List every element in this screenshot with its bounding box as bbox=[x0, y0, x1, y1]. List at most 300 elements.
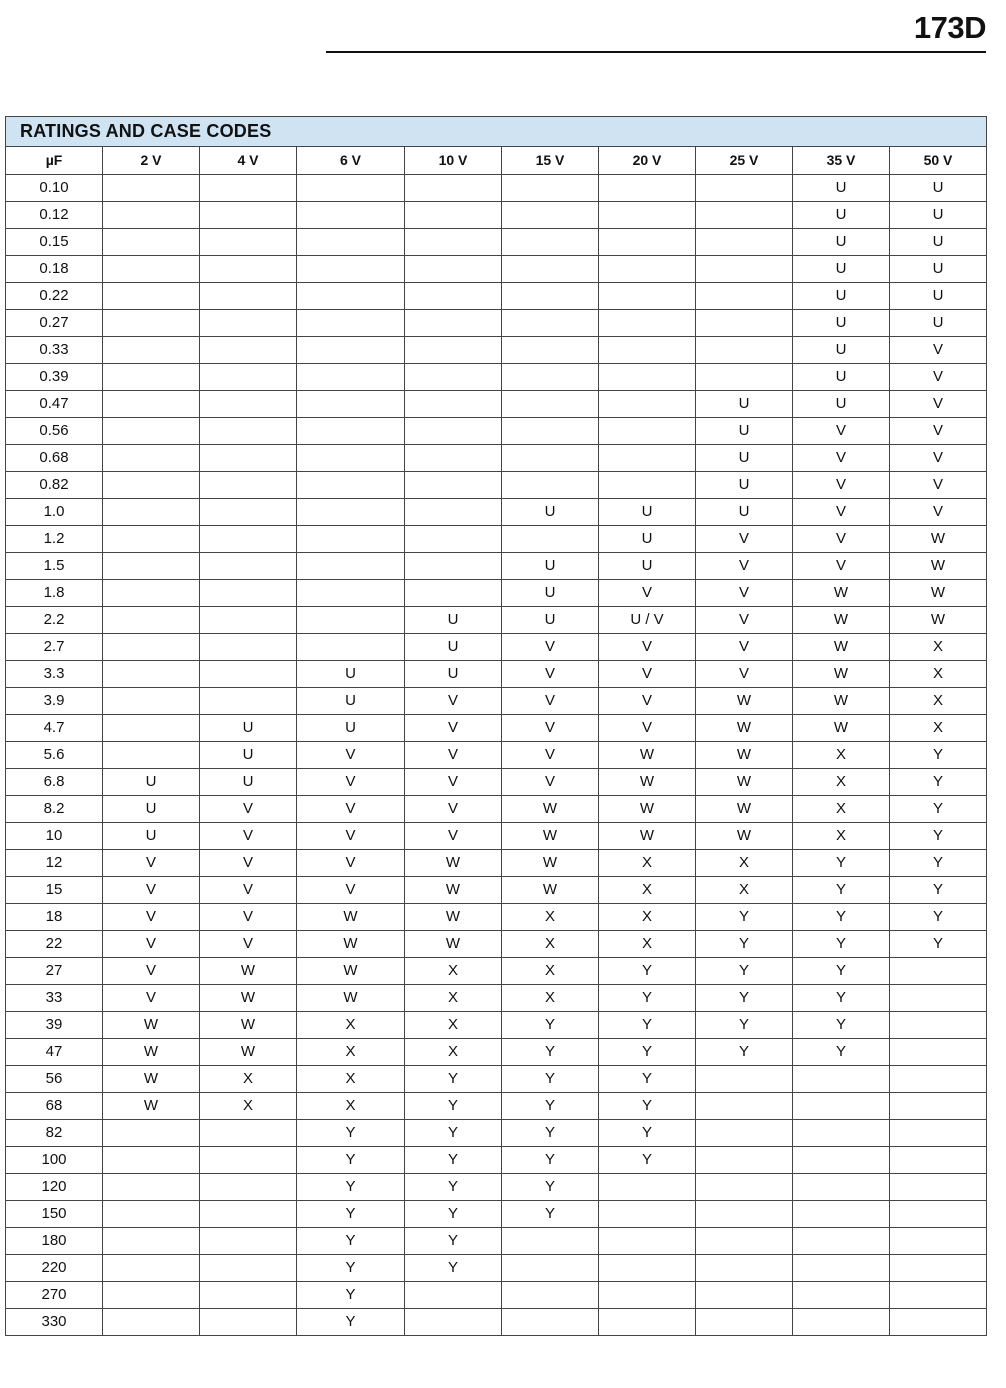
table-row bbox=[6, 553, 987, 580]
case-code-cell bbox=[599, 283, 696, 310]
case-code-cell: V bbox=[103, 985, 200, 1012]
case-code-cell: Y bbox=[890, 742, 987, 769]
case-code-cell bbox=[103, 418, 200, 445]
case-code-cell: X bbox=[405, 985, 502, 1012]
case-code-cell: V bbox=[599, 634, 696, 661]
column-header: 50 V bbox=[890, 147, 987, 175]
case-code-cell: U bbox=[502, 553, 599, 580]
table-row bbox=[6, 688, 987, 715]
capacitance-cell: 12 bbox=[6, 850, 103, 877]
case-code-cell: U bbox=[405, 661, 502, 688]
case-code-cell: W bbox=[297, 958, 405, 985]
case-code-cell: U / V bbox=[599, 607, 696, 634]
case-code-cell bbox=[696, 1201, 793, 1228]
case-code-cell: Y bbox=[599, 1039, 696, 1066]
case-code-cell bbox=[890, 958, 987, 985]
case-code-cell bbox=[200, 445, 297, 472]
column-header: 20 V bbox=[599, 147, 696, 175]
case-code-cell: Y bbox=[405, 1120, 502, 1147]
case-code-cell: V bbox=[297, 769, 405, 796]
column-header-row bbox=[6, 147, 987, 175]
case-code-cell: Y bbox=[696, 958, 793, 985]
case-code-cell: V bbox=[297, 877, 405, 904]
capacitance-cell: 2.7 bbox=[6, 634, 103, 661]
table-row bbox=[6, 877, 987, 904]
case-code-cell bbox=[599, 229, 696, 256]
case-code-cell: Y bbox=[297, 1147, 405, 1174]
case-code-cell bbox=[103, 202, 200, 229]
case-code-cell: W bbox=[103, 1066, 200, 1093]
case-code-cell bbox=[200, 472, 297, 499]
capacitance-cell: 330 bbox=[6, 1309, 103, 1336]
table-row bbox=[6, 283, 987, 310]
case-code-cell: Y bbox=[297, 1201, 405, 1228]
table-row bbox=[6, 1282, 987, 1309]
table-row bbox=[6, 769, 987, 796]
case-code-cell: W bbox=[200, 985, 297, 1012]
case-code-cell: V bbox=[103, 904, 200, 931]
case-code-cell: W bbox=[502, 796, 599, 823]
table-row bbox=[6, 607, 987, 634]
case-code-cell: V bbox=[793, 553, 890, 580]
case-code-cell bbox=[696, 175, 793, 202]
case-code-cell: V bbox=[200, 796, 297, 823]
case-code-cell: X bbox=[297, 1012, 405, 1039]
case-code-cell: V bbox=[502, 742, 599, 769]
case-code-cell: Y bbox=[502, 1174, 599, 1201]
case-code-cell: U bbox=[696, 418, 793, 445]
case-code-cell: V bbox=[599, 688, 696, 715]
case-code-cell bbox=[405, 526, 502, 553]
capacitance-cell: 68 bbox=[6, 1093, 103, 1120]
case-code-cell: X bbox=[502, 931, 599, 958]
case-code-cell bbox=[696, 1255, 793, 1282]
table-row bbox=[6, 472, 987, 499]
case-code-cell: Y bbox=[405, 1255, 502, 1282]
case-code-cell: V bbox=[696, 553, 793, 580]
case-code-cell bbox=[502, 364, 599, 391]
case-code-cell bbox=[103, 1228, 200, 1255]
case-code-cell bbox=[890, 1201, 987, 1228]
case-code-cell: U bbox=[890, 256, 987, 283]
case-code-cell bbox=[599, 364, 696, 391]
case-code-cell: X bbox=[599, 904, 696, 931]
case-code-cell: X bbox=[405, 1012, 502, 1039]
case-code-cell bbox=[405, 445, 502, 472]
case-code-cell bbox=[200, 499, 297, 526]
case-code-cell: Y bbox=[405, 1228, 502, 1255]
case-code-cell bbox=[793, 1228, 890, 1255]
case-code-cell bbox=[405, 391, 502, 418]
table-row bbox=[6, 985, 987, 1012]
case-code-cell bbox=[103, 526, 200, 553]
case-code-cell bbox=[200, 391, 297, 418]
case-code-cell: V bbox=[405, 742, 502, 769]
case-code-cell: U bbox=[696, 445, 793, 472]
case-code-cell bbox=[297, 391, 405, 418]
case-code-cell: Y bbox=[297, 1309, 405, 1336]
case-code-cell: X bbox=[502, 958, 599, 985]
case-code-cell bbox=[103, 742, 200, 769]
case-code-cell bbox=[103, 175, 200, 202]
case-code-cell: V bbox=[405, 715, 502, 742]
case-code-cell: X bbox=[502, 904, 599, 931]
capacitance-cell: 220 bbox=[6, 1255, 103, 1282]
case-code-cell: V bbox=[502, 661, 599, 688]
table-row bbox=[6, 391, 987, 418]
table-row bbox=[6, 1120, 987, 1147]
case-code-cell: V bbox=[696, 607, 793, 634]
case-code-cell: W bbox=[405, 850, 502, 877]
case-code-cell: V bbox=[297, 823, 405, 850]
case-code-cell: Y bbox=[405, 1147, 502, 1174]
case-code-cell: U bbox=[890, 283, 987, 310]
capacitance-cell: 0.27 bbox=[6, 310, 103, 337]
capacitance-cell: 100 bbox=[6, 1147, 103, 1174]
case-code-cell bbox=[793, 1201, 890, 1228]
case-code-cell: W bbox=[599, 823, 696, 850]
table-row bbox=[6, 1309, 987, 1336]
case-code-cell bbox=[502, 391, 599, 418]
case-code-cell: V bbox=[696, 634, 793, 661]
capacitance-cell: 5.6 bbox=[6, 742, 103, 769]
case-code-cell: V bbox=[793, 499, 890, 526]
capacitance-cell: 0.22 bbox=[6, 283, 103, 310]
case-code-cell bbox=[502, 1309, 599, 1336]
case-code-cell bbox=[297, 526, 405, 553]
capacitance-cell: 8.2 bbox=[6, 796, 103, 823]
case-code-cell bbox=[200, 175, 297, 202]
case-code-cell: W bbox=[502, 850, 599, 877]
column-header: 10 V bbox=[405, 147, 502, 175]
case-code-cell bbox=[405, 229, 502, 256]
case-code-cell: U bbox=[200, 742, 297, 769]
case-code-cell: Y bbox=[405, 1066, 502, 1093]
case-code-cell bbox=[502, 337, 599, 364]
case-code-cell: X bbox=[599, 850, 696, 877]
case-code-cell bbox=[103, 634, 200, 661]
case-code-cell: X bbox=[297, 1066, 405, 1093]
case-code-cell: U bbox=[405, 607, 502, 634]
case-code-cell: U bbox=[103, 769, 200, 796]
case-code-cell bbox=[103, 364, 200, 391]
case-code-cell: U bbox=[793, 175, 890, 202]
case-code-cell: W bbox=[405, 877, 502, 904]
case-code-cell: Y bbox=[890, 931, 987, 958]
case-code-cell: W bbox=[793, 580, 890, 607]
case-code-cell bbox=[103, 580, 200, 607]
case-code-cell: U bbox=[103, 823, 200, 850]
case-code-cell: X bbox=[200, 1066, 297, 1093]
case-code-cell: X bbox=[405, 1039, 502, 1066]
case-code-cell bbox=[200, 1309, 297, 1336]
case-code-cell: Y bbox=[405, 1093, 502, 1120]
case-code-cell: W bbox=[696, 823, 793, 850]
case-code-cell: U bbox=[890, 229, 987, 256]
capacitance-cell: 15 bbox=[6, 877, 103, 904]
case-code-cell: U bbox=[793, 391, 890, 418]
case-code-cell: W bbox=[103, 1012, 200, 1039]
case-code-cell: V bbox=[696, 661, 793, 688]
case-code-cell bbox=[599, 1255, 696, 1282]
case-code-cell bbox=[890, 1174, 987, 1201]
case-code-cell: X bbox=[890, 715, 987, 742]
column-header: 15 V bbox=[502, 147, 599, 175]
case-code-cell bbox=[405, 418, 502, 445]
case-code-cell bbox=[599, 175, 696, 202]
case-code-cell: U bbox=[405, 634, 502, 661]
case-code-cell bbox=[599, 472, 696, 499]
case-code-cell bbox=[200, 418, 297, 445]
capacitance-cell: 82 bbox=[6, 1120, 103, 1147]
table-row bbox=[6, 634, 987, 661]
case-code-cell: V bbox=[696, 526, 793, 553]
case-code-cell: W bbox=[502, 823, 599, 850]
case-code-cell: Y bbox=[793, 931, 890, 958]
case-code-cell bbox=[103, 715, 200, 742]
case-code-cell bbox=[890, 1012, 987, 1039]
capacitance-cell: 27 bbox=[6, 958, 103, 985]
case-code-cell: Y bbox=[793, 1039, 890, 1066]
case-code-cell bbox=[696, 364, 793, 391]
case-code-cell bbox=[200, 1282, 297, 1309]
case-code-cell: Y bbox=[890, 769, 987, 796]
case-code-cell bbox=[890, 1120, 987, 1147]
case-code-cell bbox=[297, 202, 405, 229]
case-code-cell bbox=[103, 310, 200, 337]
case-code-cell: U bbox=[103, 796, 200, 823]
capacitance-cell: 0.47 bbox=[6, 391, 103, 418]
table-row bbox=[6, 229, 987, 256]
capacitance-cell: 1.0 bbox=[6, 499, 103, 526]
case-code-cell: V bbox=[890, 418, 987, 445]
case-code-cell: X bbox=[890, 688, 987, 715]
case-code-cell bbox=[103, 607, 200, 634]
case-code-cell bbox=[405, 580, 502, 607]
table-row bbox=[6, 364, 987, 391]
case-code-cell bbox=[696, 1147, 793, 1174]
case-code-cell: W bbox=[297, 904, 405, 931]
case-code-cell bbox=[297, 634, 405, 661]
case-code-cell bbox=[297, 418, 405, 445]
case-code-cell: Y bbox=[502, 1120, 599, 1147]
case-code-cell: Y bbox=[793, 985, 890, 1012]
table-row bbox=[6, 823, 987, 850]
capacitance-cell: 0.39 bbox=[6, 364, 103, 391]
case-code-cell: W bbox=[103, 1093, 200, 1120]
column-header: µF bbox=[6, 147, 103, 175]
case-code-cell bbox=[200, 580, 297, 607]
case-code-cell: U bbox=[599, 526, 696, 553]
case-code-cell: X bbox=[890, 661, 987, 688]
case-code-cell bbox=[103, 283, 200, 310]
case-code-cell bbox=[200, 283, 297, 310]
case-code-cell bbox=[502, 526, 599, 553]
case-code-cell bbox=[696, 1174, 793, 1201]
case-code-cell: V bbox=[502, 715, 599, 742]
case-code-cell bbox=[297, 472, 405, 499]
case-code-cell bbox=[103, 391, 200, 418]
case-code-cell bbox=[297, 175, 405, 202]
table-row bbox=[6, 337, 987, 364]
case-code-cell: U bbox=[297, 688, 405, 715]
capacitance-cell: 0.56 bbox=[6, 418, 103, 445]
case-code-cell bbox=[405, 283, 502, 310]
case-code-cell: U bbox=[890, 310, 987, 337]
document-code: 173D bbox=[913, 10, 986, 45]
case-code-cell: X bbox=[696, 850, 793, 877]
case-code-cell bbox=[890, 1255, 987, 1282]
column-header: 2 V bbox=[103, 147, 200, 175]
case-code-cell: U bbox=[793, 337, 890, 364]
case-code-cell: V bbox=[599, 661, 696, 688]
case-code-cell: V bbox=[103, 877, 200, 904]
case-code-cell: Y bbox=[599, 1012, 696, 1039]
case-code-cell: W bbox=[696, 796, 793, 823]
case-code-cell bbox=[793, 1147, 890, 1174]
case-code-cell bbox=[200, 256, 297, 283]
table-row bbox=[6, 175, 987, 202]
case-code-cell: Y bbox=[502, 1066, 599, 1093]
case-code-cell bbox=[405, 337, 502, 364]
case-code-cell bbox=[405, 1309, 502, 1336]
table-row bbox=[6, 526, 987, 553]
case-code-cell: Y bbox=[890, 823, 987, 850]
capacitance-cell: 270 bbox=[6, 1282, 103, 1309]
capacitance-cell: 18 bbox=[6, 904, 103, 931]
case-code-cell bbox=[200, 634, 297, 661]
case-code-cell: V bbox=[297, 850, 405, 877]
case-code-cell bbox=[696, 1282, 793, 1309]
case-code-cell: Y bbox=[599, 1120, 696, 1147]
table-row bbox=[6, 715, 987, 742]
case-code-cell: U bbox=[200, 715, 297, 742]
capacitance-cell: 47 bbox=[6, 1039, 103, 1066]
case-code-cell bbox=[103, 1282, 200, 1309]
table-row bbox=[6, 796, 987, 823]
table-row bbox=[6, 1201, 987, 1228]
table-row bbox=[6, 1039, 987, 1066]
capacitance-cell: 0.15 bbox=[6, 229, 103, 256]
case-code-cell bbox=[890, 1039, 987, 1066]
capacitance-cell: 0.68 bbox=[6, 445, 103, 472]
case-code-cell: U bbox=[890, 175, 987, 202]
case-code-cell: Y bbox=[502, 1201, 599, 1228]
capacitance-cell: 39 bbox=[6, 1012, 103, 1039]
table-body bbox=[6, 175, 987, 1336]
case-code-cell bbox=[502, 1255, 599, 1282]
case-code-cell bbox=[599, 1309, 696, 1336]
case-code-cell: W bbox=[696, 688, 793, 715]
case-code-cell bbox=[103, 472, 200, 499]
case-code-cell bbox=[793, 1066, 890, 1093]
case-code-cell bbox=[599, 310, 696, 337]
case-code-cell bbox=[890, 1228, 987, 1255]
case-code-cell: U bbox=[793, 229, 890, 256]
case-code-cell bbox=[103, 553, 200, 580]
case-code-cell: V bbox=[405, 796, 502, 823]
case-code-cell: V bbox=[502, 634, 599, 661]
case-code-cell: Y bbox=[793, 1012, 890, 1039]
case-code-cell: Y bbox=[599, 1147, 696, 1174]
case-code-cell bbox=[890, 1282, 987, 1309]
case-code-cell: Y bbox=[405, 1201, 502, 1228]
case-code-cell: U bbox=[890, 202, 987, 229]
case-code-cell bbox=[502, 1282, 599, 1309]
case-code-cell: Y bbox=[890, 850, 987, 877]
case-code-cell: W bbox=[793, 661, 890, 688]
case-code-cell: U bbox=[793, 202, 890, 229]
table-row bbox=[6, 499, 987, 526]
capacitance-cell: 3.3 bbox=[6, 661, 103, 688]
case-code-cell bbox=[200, 1120, 297, 1147]
case-code-cell bbox=[502, 418, 599, 445]
case-code-cell: X bbox=[793, 823, 890, 850]
case-code-cell: Y bbox=[405, 1174, 502, 1201]
case-code-cell: Y bbox=[696, 985, 793, 1012]
table-row bbox=[6, 850, 987, 877]
table-row bbox=[6, 1066, 987, 1093]
case-code-cell: V bbox=[793, 472, 890, 499]
case-code-cell bbox=[793, 1309, 890, 1336]
capacitance-cell: 0.33 bbox=[6, 337, 103, 364]
case-code-cell bbox=[696, 283, 793, 310]
case-code-cell bbox=[103, 499, 200, 526]
case-code-cell bbox=[103, 661, 200, 688]
case-code-cell bbox=[890, 1066, 987, 1093]
case-code-cell bbox=[696, 202, 793, 229]
case-code-cell: W bbox=[793, 688, 890, 715]
case-code-cell bbox=[200, 202, 297, 229]
case-code-cell bbox=[297, 445, 405, 472]
case-code-cell: X bbox=[793, 796, 890, 823]
case-code-cell bbox=[200, 688, 297, 715]
table-row bbox=[6, 1093, 987, 1120]
capacitance-cell: 0.18 bbox=[6, 256, 103, 283]
case-code-cell bbox=[200, 553, 297, 580]
case-code-cell: W bbox=[599, 769, 696, 796]
case-code-cell: Y bbox=[297, 1174, 405, 1201]
capacitance-cell: 10 bbox=[6, 823, 103, 850]
header-rule bbox=[326, 51, 986, 53]
case-code-cell: Y bbox=[890, 877, 987, 904]
case-code-cell bbox=[200, 1228, 297, 1255]
case-code-cell: U bbox=[696, 499, 793, 526]
case-code-cell: W bbox=[793, 607, 890, 634]
table-row bbox=[6, 931, 987, 958]
case-code-cell: V bbox=[890, 499, 987, 526]
case-code-cell: Y bbox=[297, 1282, 405, 1309]
case-code-cell: V bbox=[502, 688, 599, 715]
case-code-cell: Y bbox=[297, 1120, 405, 1147]
case-code-cell: V bbox=[890, 472, 987, 499]
case-code-cell bbox=[696, 1120, 793, 1147]
capacitance-cell: 180 bbox=[6, 1228, 103, 1255]
case-code-cell: W bbox=[793, 634, 890, 661]
ratings-table bbox=[5, 116, 987, 1336]
case-code-cell bbox=[297, 337, 405, 364]
case-code-cell: Y bbox=[502, 1147, 599, 1174]
case-code-cell: U bbox=[793, 256, 890, 283]
case-code-cell bbox=[103, 688, 200, 715]
case-code-cell: Y bbox=[297, 1228, 405, 1255]
case-code-cell: W bbox=[696, 715, 793, 742]
case-code-cell bbox=[599, 1201, 696, 1228]
capacitance-cell: 150 bbox=[6, 1201, 103, 1228]
case-code-cell: V bbox=[890, 445, 987, 472]
case-code-cell: W bbox=[405, 931, 502, 958]
case-code-cell bbox=[103, 1147, 200, 1174]
